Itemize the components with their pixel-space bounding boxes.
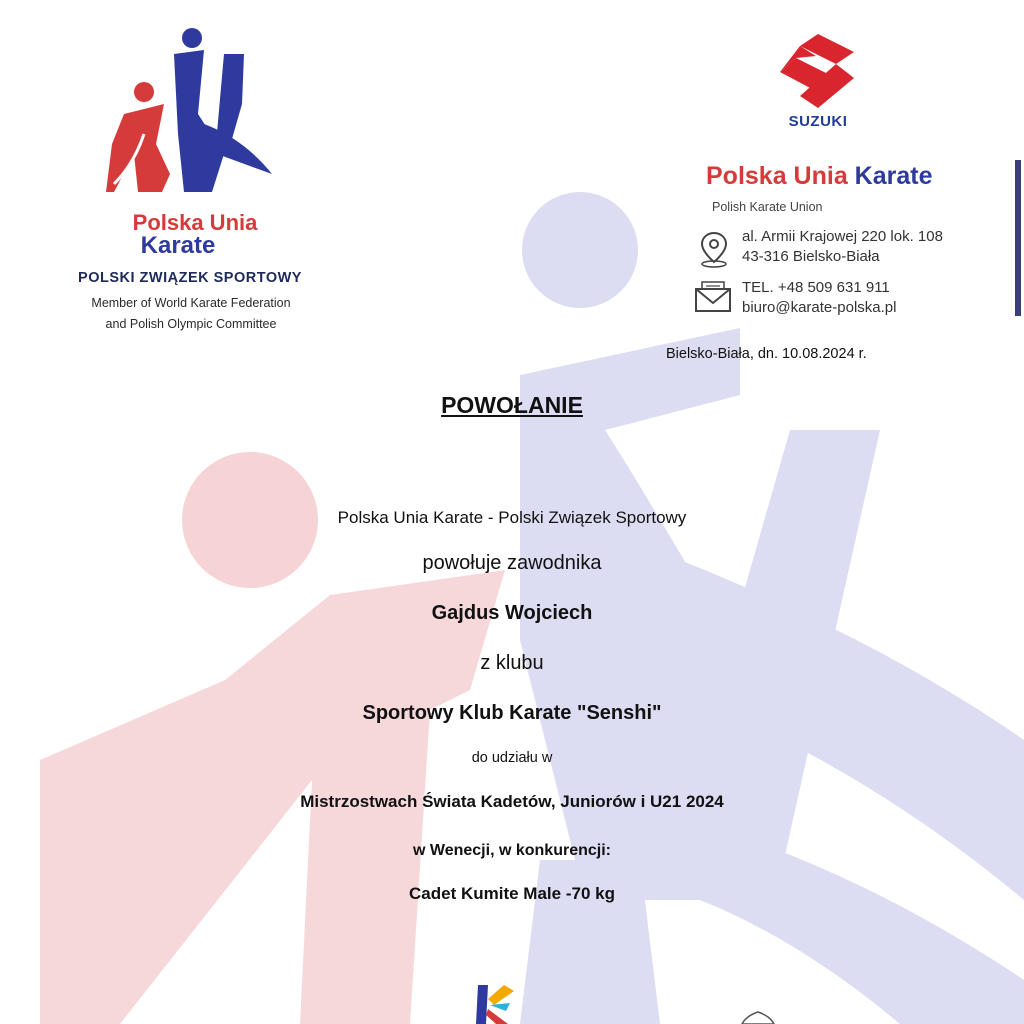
- org-english-name: Polish Karate Union: [712, 200, 823, 214]
- polska-unia-karate-logo: [104, 24, 274, 204]
- membership-line2: and Polish Olympic Committee: [105, 317, 277, 331]
- org-name-line1: Polska Unia: [132, 210, 258, 235]
- event-name: Mistrzostwach Świata Kadetów, Juniorów i U21 2024: [300, 792, 724, 811]
- sponsor-name: SUZUKI: [788, 113, 848, 130]
- athlete-name: Gajdus Wojciech: [431, 602, 593, 624]
- org-title: [706, 162, 933, 191]
- event-location: w Wenecji, w konkurencji:: [413, 842, 611, 859]
- partner-logo: [738, 1010, 778, 1024]
- union-type: POLSKI ZWIĄZEK SPORTOWY: [78, 270, 302, 286]
- suzuki-logo: [778, 34, 856, 108]
- org-title-part2: Karate: [854, 162, 933, 190]
- appoints-text: powołuje zawodnika: [422, 552, 602, 574]
- org-name-line2: Karate: [140, 232, 216, 259]
- side-accent-bar: [1015, 160, 1021, 316]
- from-club-text: z klubu: [480, 652, 544, 674]
- address-line1: al. Armii Krajowej 220 lok. 108: [742, 228, 943, 245]
- participation-text: do udziału w: [471, 750, 553, 766]
- document-title: POWOŁANIE: [441, 392, 583, 418]
- org-title-part1: Polska Unia: [706, 162, 855, 190]
- competition-category: Cadet Kumite Male -70 kg: [409, 884, 615, 903]
- address-line2: 43-316 Bielsko-Biała: [742, 248, 880, 265]
- club-name: Sportowy Klub Karate "Senshi": [362, 702, 662, 724]
- envelope-icon: [694, 279, 732, 313]
- event-logo: [470, 985, 518, 1024]
- email-address: biuro@karate-polska.pl: [742, 299, 897, 316]
- issuing-organization: Polska Unia Karate - Polski Związek Sportowy: [337, 508, 687, 527]
- phone-number: TEL. +48 509 631 911: [742, 279, 890, 296]
- place-and-date: Bielsko-Biała, dn. 10.08.2024 r.: [666, 346, 867, 362]
- membership-line1: Member of World Karate Federation: [91, 296, 291, 310]
- location-pin-icon: [697, 230, 731, 268]
